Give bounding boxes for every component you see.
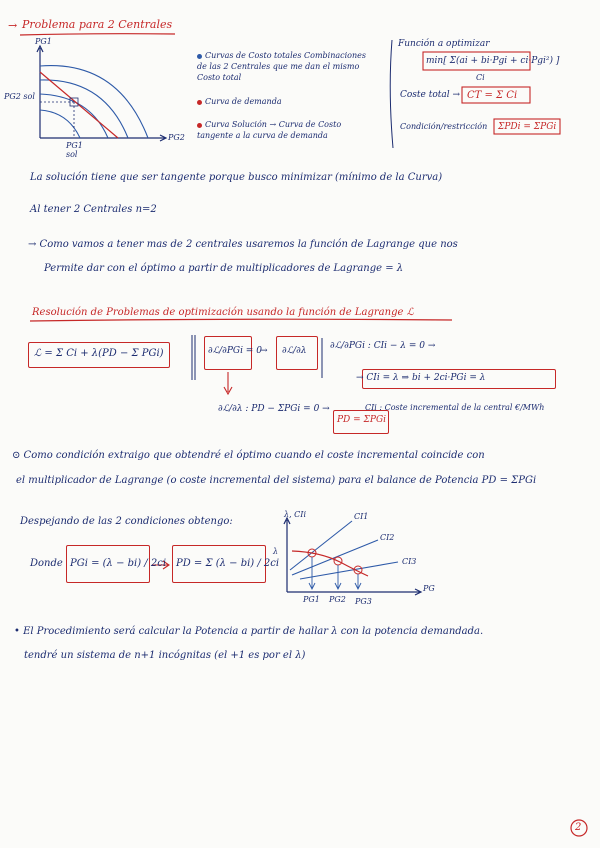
fn-label: Función a optimizar <box>398 39 490 49</box>
graph2-curve-ci2: CI2 <box>380 533 395 542</box>
fn-formula: min[ Σ(ai + bi·Pgi + ci·Pgi²) ] <box>426 56 560 66</box>
graph1-y-label: PG1 <box>35 37 52 46</box>
legend-item-demand: Curva de demanda <box>197 96 377 107</box>
graph1-demand-line <box>40 72 118 138</box>
paragraph-lagrange-2: Permite dar con el óptimo a partir de multiplicadores de Lagrange = λ <box>44 263 404 274</box>
ci-note: CIi : Coste incremental de la central €/MWh <box>365 403 545 412</box>
paragraph-lagrange-1: → Como vamos a tener mas de 2 centrales usaremos la función de Lagrange que nos <box>28 239 458 250</box>
cost-formula: CT = Σ Ci <box>467 90 518 101</box>
fn-under: Ci <box>476 73 485 82</box>
page-number: 2 <box>575 822 582 833</box>
paragraph-procedure-2: tendré un sistema de n+1 incógnitas (el +1 es por el λ) <box>24 650 306 661</box>
paragraph-condition-1: ⊙ Como condición extraigo que obtendré el óptimo cuando el coste incremental coincide con <box>12 450 485 461</box>
paragraph-tangent: La solución tiene que ser tangente porque busco minimizar (mínimo de la Curva) <box>30 172 443 183</box>
graph1-axes <box>37 46 166 141</box>
section-title: Resolución de Problemas de optimización usando la función de Lagrange ℒ <box>32 307 414 318</box>
dl-dl: ∂ℒ/∂λ <box>282 346 307 356</box>
paragraph-procedure-1: • El Procedimiento será calcular la Potencia a partir de hallar λ con la potencia demandada. <box>14 626 484 637</box>
arrow-to: → <box>260 346 268 356</box>
graph2-lambda-curve <box>292 551 368 576</box>
pd-formula: PD = Σ (λ − bi) / 2ci <box>176 558 280 569</box>
graph1-x-tick: PG1 sol <box>66 141 83 159</box>
pg-formula: PGi = (λ − bi) / 2ci <box>70 558 167 569</box>
paragraph-despejando: Despejando de las 2 condiciones obtengo: <box>20 516 233 527</box>
graph1-x-label: PG2 <box>168 133 185 142</box>
graph2-axes <box>284 518 421 595</box>
header-arrow: → <box>8 19 18 32</box>
graph2-x-label: PG <box>423 584 435 593</box>
eq-ci-minus-lambda: ∂ℒ/∂PGi : CIi − λ = 0 → <box>330 341 436 351</box>
graph2-tick-pg1: PG1 <box>303 595 320 604</box>
graph2-tick-pg3: PG3 <box>355 597 372 606</box>
graph2-curve-ci3: CI3 <box>402 557 417 566</box>
graph2-curve-ci1: CI1 <box>354 512 369 521</box>
dl-dpg: ∂ℒ/∂PGi = 0 <box>208 346 262 356</box>
donde-label: Donde <box>30 558 63 569</box>
red-dot-icon <box>197 123 202 128</box>
graph1-y-tick: PG2 sol <box>4 92 35 101</box>
lagrange-formula: ℒ = Σ Ci + λ(PD − Σ PGi) <box>34 348 164 359</box>
graph2-lambda-tick: λ <box>273 547 279 556</box>
eq-pd-balance: PD = ΣPGi <box>337 415 387 425</box>
legend-item-solution: Curva Solución → Curva de Costo tangente a la curva de demanda <box>197 120 342 140</box>
red-dot-icon <box>197 100 202 105</box>
paragraph-condition-2: el multiplicador de Lagrange (o coste incremental del sistema) para el balance de Potencia PD = ΣPGi <box>16 475 537 486</box>
paragraph-two-plants: Al tener 2 Centrales n=2 <box>30 204 157 215</box>
page-title: Problema para 2 Centrales <box>22 18 173 31</box>
eq-ci-equals-lambda: → CIi = λ ⇒ bi + 2ci·PGi = λ <box>356 373 486 383</box>
restriction-formula: ΣPDi = ΣPGi <box>498 122 557 132</box>
graph2-ci-lines <box>290 521 398 579</box>
graph2-tick-pg2: PG2 <box>329 595 346 604</box>
cost-label: Coste total → <box>400 90 461 100</box>
restriction-label: Condición/restricción <box>400 122 488 131</box>
eq-dl-dlambda: ∂ℒ/∂λ : PD − ΣPGi = 0 → <box>218 404 330 414</box>
blue-dot-icon <box>197 54 202 59</box>
legend-item-cost-curves: Curvas de Costo totales Combinaciones de las 2 Centrales que me dan el mismo Costo total <box>197 51 366 82</box>
graph2-y-label: λ, CIi <box>284 510 306 519</box>
